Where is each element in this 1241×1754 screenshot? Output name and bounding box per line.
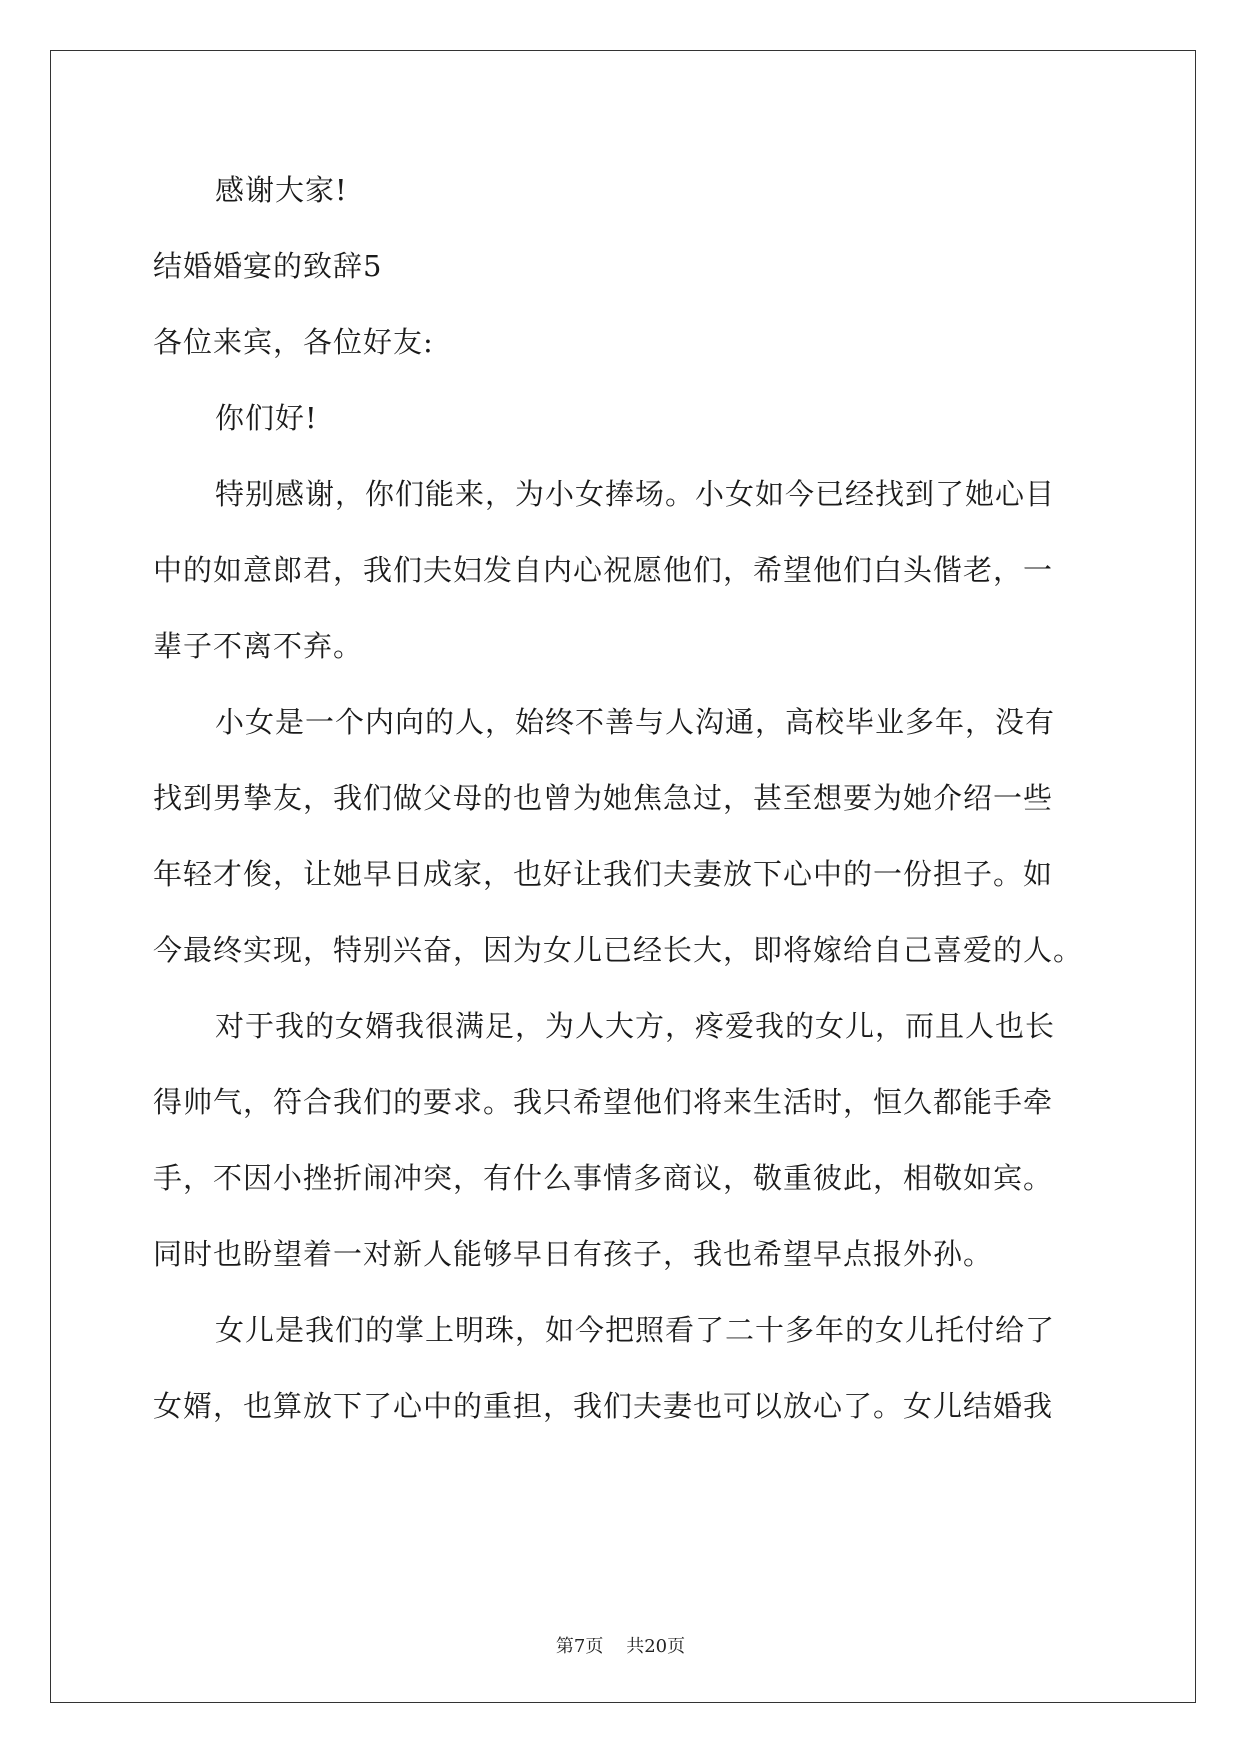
page-number-footer: 第7页 共20页	[555, 1636, 686, 1657]
paragraph-line: 对于我的女婿我很满足，为人大方，疼爱我的女儿，而且人也长	[215, 1009, 1056, 1043]
paragraph-line: 同时也盼望着一对新人能够早日有孩子，我也希望早点报外孙。	[153, 1237, 994, 1271]
paragraph-line: 手，不因小挫折闹冲突，有什么事情多商议，敬重彼此，相敬如宾。	[153, 1161, 1054, 1195]
paragraph-line: 特别感谢，你们能来，为小女捧场。小女如今已经找到了她心目	[215, 477, 1056, 511]
greeting-line: 你们好!	[215, 401, 318, 435]
salutation-line: 各位来宾，各位好友:	[153, 325, 434, 359]
paragraph-line: 今最终实现，特别兴奋，因为女儿已经长大，即将嫁给自己喜爱的人。	[153, 933, 1084, 967]
section-heading: 结婚婚宴的致辞5	[153, 249, 383, 283]
paragraph-line: 找到男挚友，我们做父母的也曾为她焦急过，甚至想要为她介绍一些	[153, 781, 1054, 815]
paragraph-line: 小女是一个内向的人，始终不善与人沟通，高校毕业多年，没有	[215, 705, 1056, 739]
paragraph-line: 年轻才俊，让她早日成家，也好让我们夫妻放下心中的一份担子。如	[153, 857, 1054, 891]
paragraph-line: 辈子不离不弃。	[153, 629, 364, 663]
paragraph-line: 女婿，也算放下了心中的重担，我们夫妻也可以放心了。女儿结婚我	[153, 1389, 1054, 1423]
text-line: 感谢大家!	[215, 173, 348, 207]
paragraph-line: 得帅气，符合我们的要求。我只希望他们将来生活时，恒久都能手牵	[153, 1085, 1054, 1119]
paragraph-line: 中的如意郎君，我们夫妇发自内心祝愿他们，希望他们白头偕老，一	[153, 553, 1054, 587]
paragraph-line: 女儿是我们的掌上明珠，如今把照看了二十多年的女儿托付给了	[215, 1313, 1056, 1347]
document-body	[153, 160, 1093, 1452]
